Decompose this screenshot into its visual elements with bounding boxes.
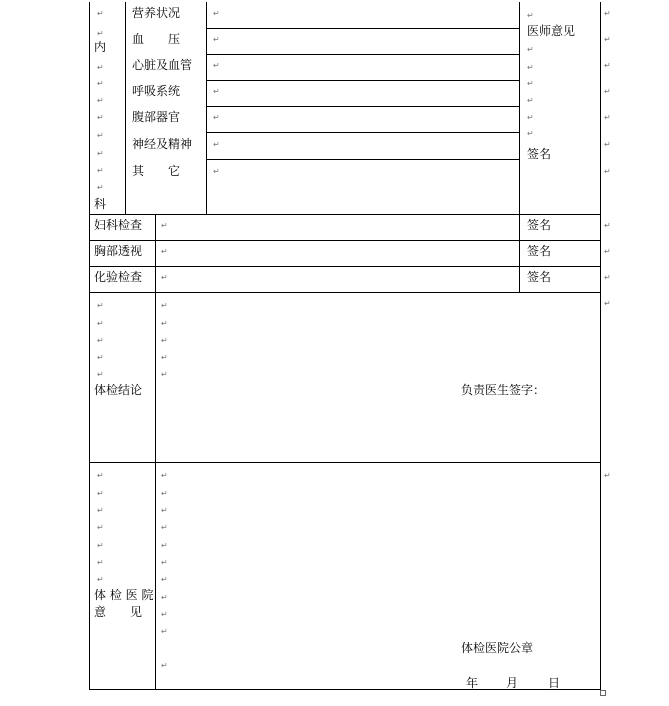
item-nutrition-label: 营养状况 bbox=[132, 6, 181, 20]
paragraph-mark: ↵ bbox=[604, 299, 611, 308]
paragraph-mark: ↵ bbox=[161, 541, 168, 550]
paragraph-mark: ↵ bbox=[604, 113, 611, 122]
section-divider bbox=[89, 292, 601, 293]
paragraph-mark: ↵ bbox=[213, 61, 220, 70]
paragraph-mark: ↵ bbox=[527, 11, 534, 20]
paragraph-mark: ↵ bbox=[161, 593, 168, 602]
paragraph-mark: ↵ bbox=[97, 166, 104, 175]
lower-label-divider bbox=[155, 214, 156, 690]
section-divider bbox=[89, 240, 601, 241]
item-abdomen-label: 腹部器官 bbox=[132, 110, 181, 124]
hospital-opinion-label-line2: 意 见 bbox=[94, 605, 143, 619]
paragraph-mark: ↵ bbox=[604, 35, 611, 44]
item-nervous-label: 神经及精神 bbox=[132, 137, 193, 151]
health-check-form bbox=[89, 2, 611, 690]
paragraph-mark: ↵ bbox=[527, 129, 534, 138]
paragraph-mark: ↵ bbox=[161, 558, 168, 567]
paragraph-mark: ↵ bbox=[161, 336, 168, 345]
paragraph-mark: ↵ bbox=[97, 336, 104, 345]
section-divider bbox=[89, 462, 601, 463]
paragraph-mark: ↵ bbox=[97, 319, 104, 328]
responsible-doctor-signature-label: 负责医生签字： bbox=[461, 383, 546, 397]
row-divider bbox=[206, 159, 519, 160]
gynecology-signature-label: 签名 bbox=[527, 218, 552, 232]
paragraph-mark: ↵ bbox=[213, 140, 220, 149]
paragraph-mark: ↵ bbox=[527, 45, 534, 54]
item-heart-label: 心脏及血管 bbox=[132, 58, 193, 72]
paragraph-mark: ↵ bbox=[161, 353, 168, 362]
paragraph-mark: ↵ bbox=[604, 61, 611, 70]
paragraph-mark: ↵ bbox=[97, 63, 104, 72]
paragraph-mark: ↵ bbox=[604, 167, 611, 176]
chest-xray-label: 胸部透视 bbox=[94, 244, 143, 258]
row-divider bbox=[206, 28, 519, 29]
paragraph-mark: ↵ bbox=[97, 183, 104, 192]
form-right-border bbox=[600, 2, 601, 690]
row-divider bbox=[206, 54, 519, 55]
chest-xray-signature-label: 签名 bbox=[527, 244, 552, 258]
paragraph-mark: ↵ bbox=[527, 96, 534, 105]
paragraph-mark: ↵ bbox=[213, 9, 220, 18]
doctor-opinion-label: 医师意见 bbox=[527, 24, 576, 38]
lab-test-label: 化验检查 bbox=[94, 270, 143, 284]
paragraph-mark: ↵ bbox=[161, 319, 168, 328]
date-month-label: 月 bbox=[506, 676, 519, 690]
paragraph-mark: ↵ bbox=[213, 87, 220, 96]
item-respiratory-label: 呼吸系统 bbox=[132, 84, 181, 98]
section-divider bbox=[89, 214, 601, 215]
paragraph-mark: ↵ bbox=[97, 370, 104, 379]
form-bottom-border bbox=[89, 689, 601, 690]
paragraph-mark: ↵ bbox=[97, 489, 104, 498]
paragraph-mark: ↵ bbox=[213, 35, 220, 44]
table-end-marker bbox=[600, 690, 606, 696]
paragraph-mark: ↵ bbox=[97, 506, 104, 515]
paragraph-mark: ↵ bbox=[97, 301, 104, 310]
hospital-seal-label: 体检医院公章 bbox=[461, 641, 534, 655]
internal-item-divider bbox=[206, 2, 207, 214]
paragraph-mark: ↵ bbox=[97, 29, 104, 38]
paragraph-mark: ↵ bbox=[97, 558, 104, 567]
paragraph-mark: ↵ bbox=[97, 541, 104, 550]
paragraph-mark: ↵ bbox=[161, 471, 168, 480]
lab-test-signature-label: 签名 bbox=[527, 270, 552, 284]
conclusion-label: 体检结论 bbox=[94, 383, 143, 397]
internal-label-divider bbox=[125, 2, 126, 214]
paragraph-mark: ↵ bbox=[604, 247, 611, 256]
internal-label-top: 内 bbox=[94, 40, 107, 54]
item-blood-pressure-label: 血 压 bbox=[132, 32, 181, 46]
paragraph-mark: ↵ bbox=[161, 489, 168, 498]
signature-column-divider bbox=[519, 2, 520, 292]
paragraph-mark: ↵ bbox=[97, 471, 104, 480]
date-year-label: 年 bbox=[466, 676, 479, 690]
paragraph-mark: ↵ bbox=[161, 273, 168, 282]
paragraph-mark: ↵ bbox=[161, 627, 168, 636]
paragraph-mark: ↵ bbox=[97, 575, 104, 584]
paragraph-mark: ↵ bbox=[527, 113, 534, 122]
paragraph-mark: ↵ bbox=[97, 523, 104, 532]
paragraph-mark: ↵ bbox=[161, 221, 168, 230]
row-divider bbox=[206, 132, 519, 133]
paragraph-mark: ↵ bbox=[97, 96, 104, 105]
paragraph-mark: ↵ bbox=[161, 370, 168, 379]
paragraph-mark: ↵ bbox=[161, 661, 168, 670]
paragraph-mark: ↵ bbox=[213, 167, 220, 176]
item-other-label: 其 它 bbox=[132, 164, 181, 178]
internal-label-bottom: 科 bbox=[94, 197, 107, 211]
paragraph-mark: ↵ bbox=[161, 301, 168, 310]
paragraph-mark: ↵ bbox=[97, 353, 104, 362]
paragraph-mark: ↵ bbox=[97, 131, 104, 140]
paragraph-mark: ↵ bbox=[161, 247, 168, 256]
paragraph-mark: ↵ bbox=[97, 79, 104, 88]
paragraph-mark: ↵ bbox=[97, 9, 104, 18]
paragraph-mark: ↵ bbox=[527, 63, 534, 72]
paragraph-mark: ↵ bbox=[604, 87, 611, 96]
paragraph-mark: ↵ bbox=[213, 113, 220, 122]
date-day-label: 日 bbox=[548, 676, 561, 690]
row-divider bbox=[206, 106, 519, 107]
paragraph-mark: ↵ bbox=[604, 9, 611, 18]
paragraph-mark: ↵ bbox=[161, 523, 168, 532]
paragraph-mark: ↵ bbox=[97, 113, 104, 122]
paragraph-mark: ↵ bbox=[604, 140, 611, 149]
paragraph-mark: ↵ bbox=[527, 79, 534, 88]
paragraph-mark: ↵ bbox=[161, 610, 168, 619]
paragraph-mark: ↵ bbox=[604, 273, 611, 282]
row-divider bbox=[206, 80, 519, 81]
paragraph-mark: ↵ bbox=[97, 149, 104, 158]
paragraph-mark: ↵ bbox=[604, 221, 611, 230]
paragraph-mark: ↵ bbox=[604, 471, 611, 480]
form-left-border bbox=[89, 2, 90, 690]
internal-signature-label: 签名 bbox=[527, 147, 552, 161]
gynecology-label: 妇科检查 bbox=[94, 218, 143, 232]
hospital-opinion-label-line1: 体 检 医 院 bbox=[94, 588, 154, 602]
paragraph-mark: ↵ bbox=[161, 575, 168, 584]
section-divider bbox=[89, 266, 601, 267]
paragraph-mark: ↵ bbox=[161, 506, 168, 515]
